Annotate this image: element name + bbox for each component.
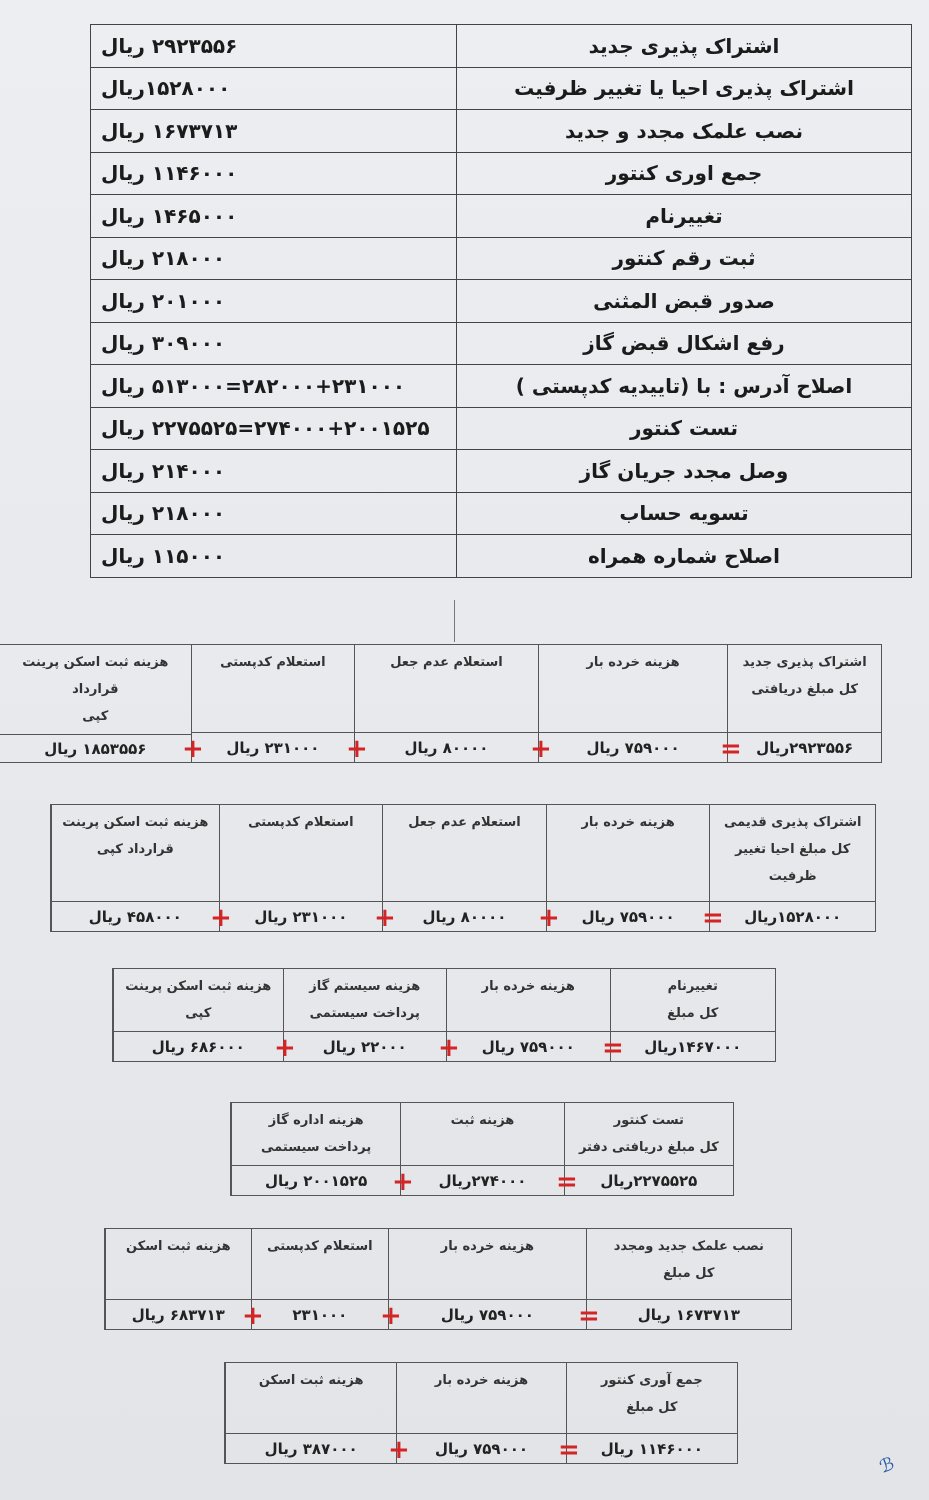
service-name: صدور قبض المثنی xyxy=(457,280,912,323)
service-name: اصلاح آدرس : با (تاییدیه کدپستی ) xyxy=(457,365,912,408)
fee-amount: ۲۹۲۳۵۵۶ ریال xyxy=(91,25,457,68)
breakdown-value: ۷۵۹۰۰۰ ریال xyxy=(397,1433,565,1463)
breakdown-header: استعلام عدم جعل xyxy=(390,655,503,670)
breakdown-header: نصب علمک جدید ومجدد کل مبلغ xyxy=(613,1239,764,1281)
breakdown-value: ۱۱۴۶۰۰۰ ریال xyxy=(567,1433,737,1463)
plus-sign: + xyxy=(438,1033,460,1063)
plus-sign: + xyxy=(530,734,552,764)
breakdown-column xyxy=(0,645,191,762)
plus-sign: + xyxy=(242,1301,264,1331)
breakdown-header: هزینه خرده بار xyxy=(440,1239,535,1254)
fee-row xyxy=(91,322,912,365)
fee-amount: ۱۱۵۰۰۰ ریال xyxy=(91,535,457,578)
breakdown-column xyxy=(354,645,538,762)
breakdown-column xyxy=(727,645,881,762)
fee-row xyxy=(91,407,912,450)
fee-amount: ۱۵۲۸۰۰۰ریال xyxy=(91,67,457,110)
breakdown-header: استعلام عدم جعل xyxy=(408,815,521,830)
breakdown-header: تغییرنام کل مبلغ xyxy=(667,979,719,1021)
fee-row xyxy=(91,365,912,408)
breakdown-header: هزینه ثبت اسکن پرینت قرارداد کپی xyxy=(62,815,209,857)
breakdown-header: اشتراک پذیری جدید کل مبلغ دریافتی xyxy=(742,655,867,697)
fee-amount: ۲۱۸۰۰۰ ریال xyxy=(91,237,457,280)
plus-sign: + xyxy=(538,903,560,933)
fee-row xyxy=(91,152,912,195)
fee-row xyxy=(91,25,912,68)
breakdown-header: اشتراک پذیری قدیمی کل مبلغ احیا تغییر ظرفیت xyxy=(723,815,862,884)
breakdown-value: ۳۸۷۰۰۰ ریال xyxy=(226,1433,396,1463)
breakdown-value: ۷۵۹۰۰۰ ریال xyxy=(447,1031,610,1061)
fee-amount: ۲۷۴۰۰۰+۲۰۰۱۵۲۵=۲۲۷۵۵۲۵ ریال xyxy=(91,407,457,450)
service-name: اصلاح شماره همراه xyxy=(457,535,912,578)
breakdown-column xyxy=(709,805,875,931)
breakdown-value: ۲۳۱۰۰۰ xyxy=(252,1299,389,1329)
breakdown-value: ۲۷۴۰۰۰ریال xyxy=(401,1165,563,1195)
breakdown-header: هزینه ثبت xyxy=(450,1113,515,1128)
breakdown-value: ۷۵۹۰۰۰ ریال xyxy=(547,901,710,931)
equals-sign: = xyxy=(558,1435,580,1465)
breakdown-header: هزینه ثبت اسکن xyxy=(258,1373,364,1388)
service-name: رفع اشکال قبض گاز xyxy=(457,322,912,365)
breakdown-column xyxy=(219,805,383,931)
breakdown-table-new-subscription xyxy=(0,644,882,763)
breakdown-column xyxy=(51,805,219,931)
service-name: وصل مجدد جریان گاز xyxy=(457,450,912,493)
breakdown-column xyxy=(113,969,282,1061)
plus-sign: + xyxy=(380,1301,402,1331)
breakdown-column xyxy=(610,969,776,1061)
breakdown-column xyxy=(566,1363,737,1463)
breakdown-column xyxy=(538,645,728,762)
breakdown-value: ۲۲۷۵۵۲۵ریال xyxy=(565,1165,733,1195)
fee-amount: ۱۴۶۵۰۰۰ ریال xyxy=(91,195,457,238)
equals-sign: = xyxy=(602,1033,624,1063)
breakdown-value: ۲۳۱۰۰۰ ریال xyxy=(192,732,355,762)
breakdown-value: ۱۶۷۳۷۱۳ ریال xyxy=(587,1299,791,1329)
breakdown-value: ۱۵۲۸۰۰۰ریال xyxy=(710,901,875,931)
breakdown-column xyxy=(564,1103,733,1195)
fee-row xyxy=(91,110,912,153)
breakdown-column xyxy=(396,1363,565,1463)
equals-sign: = xyxy=(556,1167,578,1197)
fee-amount: ۲۸۲۰۰۰+۲۳۱۰۰۰=۵۱۳۰۰۰ ریال xyxy=(91,365,457,408)
breakdown-value: ۸۰۰۰۰ ریال xyxy=(383,901,546,931)
breakdown-value: ۷۵۹۰۰۰ ریال xyxy=(389,1299,585,1329)
plus-sign: + xyxy=(210,903,232,933)
equals-sign: = xyxy=(578,1301,600,1331)
breakdown-column xyxy=(546,805,710,931)
breakdown-header: استعلام کدپستی xyxy=(248,815,354,830)
breakdown-table-name-change xyxy=(112,968,776,1062)
service-name: اشتراک پذیری جدید xyxy=(457,25,912,68)
breakdown-column xyxy=(388,1229,585,1329)
service-name: تست کنتور xyxy=(457,407,912,450)
fee-amount: ۳۰۹۰۰۰ ریال xyxy=(91,322,457,365)
equals-sign: = xyxy=(720,734,742,764)
breakdown-table-meter-test xyxy=(230,1102,734,1196)
breakdown-header: جمع آوری کنتور کل مبلغ xyxy=(600,1373,703,1415)
plus-sign: + xyxy=(392,1167,414,1197)
breakdown-table-meter-collection xyxy=(224,1362,738,1464)
breakdown-header: هزینه خرده بار xyxy=(434,1373,529,1388)
breakdown-header: تست کنتور کل مبلغ دریافتی دفتر xyxy=(578,1113,719,1155)
service-name: تسویه حساب xyxy=(457,492,912,535)
breakdown-value: ۲۰۰۱۵۲۵ ریال xyxy=(232,1165,400,1195)
breakdown-value: ۸۰۰۰۰ ریال xyxy=(355,732,538,762)
breakdown-header: هزینه خرده بار xyxy=(581,815,675,830)
breakdown-table-sign-install xyxy=(104,1228,792,1330)
breakdown-column xyxy=(400,1103,563,1195)
plus-sign: + xyxy=(182,734,204,764)
fee-row xyxy=(91,195,912,238)
column-divider xyxy=(454,600,455,642)
plus-sign: + xyxy=(374,903,396,933)
fee-amount: ۱۱۴۶۰۰۰ ریال xyxy=(91,152,457,195)
breakdown-header: هزینه اداره گاز پرداخت سیستمی xyxy=(261,1113,372,1155)
breakdown-table-old-subscription xyxy=(50,804,876,932)
plus-sign: + xyxy=(346,734,368,764)
service-fee-table xyxy=(90,24,912,578)
fee-row xyxy=(91,237,912,280)
fee-row xyxy=(91,492,912,535)
breakdown-header: استعلام کدپستی xyxy=(220,655,326,670)
breakdown-value: ۴۵۸۰۰۰ ریال xyxy=(52,901,219,931)
breakdown-value: ۲۳۱۰۰۰ ریال xyxy=(220,901,383,931)
breakdown-header: هزینه ثبت اسکن xyxy=(125,1239,231,1254)
breakdown-column xyxy=(105,1229,251,1329)
fee-row xyxy=(91,67,912,110)
breakdown-value: ۱۴۶۷۰۰۰ریال xyxy=(611,1031,776,1061)
breakdown-column xyxy=(283,969,447,1061)
service-name: جمع اوری کنتور xyxy=(457,152,912,195)
breakdown-value: ۲۲۰۰۰ ریال xyxy=(284,1031,447,1061)
breakdown-column xyxy=(191,645,355,762)
breakdown-column xyxy=(586,1229,791,1329)
breakdown-header: هزینه ثبت اسکن پرینت قرارداد کپی xyxy=(22,655,169,724)
fee-amount: ۲۰۱۰۰۰ ریال xyxy=(91,280,457,323)
breakdown-header: هزینه خرده بار xyxy=(481,979,575,994)
breakdown-value: ۷۵۹۰۰۰ ریال xyxy=(539,732,728,762)
fee-amount: ۲۱۸۰۰۰ ریال xyxy=(91,492,457,535)
service-name: نصب علمک مجدد و جدید xyxy=(457,110,912,153)
plus-sign: + xyxy=(388,1435,410,1465)
breakdown-value: ۶۸۶۰۰۰ ریال xyxy=(114,1031,282,1061)
breakdown-column xyxy=(251,1229,389,1329)
equals-sign: = xyxy=(702,903,724,933)
service-name: ثبت رقم کنتور xyxy=(457,237,912,280)
breakdown-column xyxy=(446,969,610,1061)
fee-row xyxy=(91,450,912,493)
breakdown-column xyxy=(231,1103,400,1195)
breakdown-column xyxy=(225,1363,396,1463)
fee-row xyxy=(91,535,912,578)
breakdown-value: ۲۹۲۳۵۵۶ریال xyxy=(728,732,881,762)
breakdown-header: هزینه ثبت اسکن پرینت کپی xyxy=(125,979,272,1021)
breakdown-column xyxy=(382,805,546,931)
service-name: اشتراک پذیری احیا یا تغییر ظرفیت xyxy=(457,67,912,110)
ink-scribble: ℬ xyxy=(876,1453,898,1478)
fee-amount: ۲۱۴۰۰۰ ریال xyxy=(91,450,457,493)
breakdown-header: هزینه خرده بار xyxy=(586,655,680,670)
breakdown-header: استعلام کدپستی xyxy=(267,1239,373,1254)
fee-amount: ۱۶۷۳۷۱۳ ریال xyxy=(91,110,457,153)
breakdown-header: هزینه سیستم گاز پرداخت سیستمی xyxy=(309,979,421,1021)
service-name: تغییرنام xyxy=(457,195,912,238)
fee-row xyxy=(91,280,912,323)
plus-sign: + xyxy=(274,1033,296,1063)
breakdown-value: ۶۸۳۷۱۳ ریال xyxy=(106,1299,251,1329)
breakdown-value: ۱۸۵۳۵۵۶ ریال xyxy=(0,734,191,762)
